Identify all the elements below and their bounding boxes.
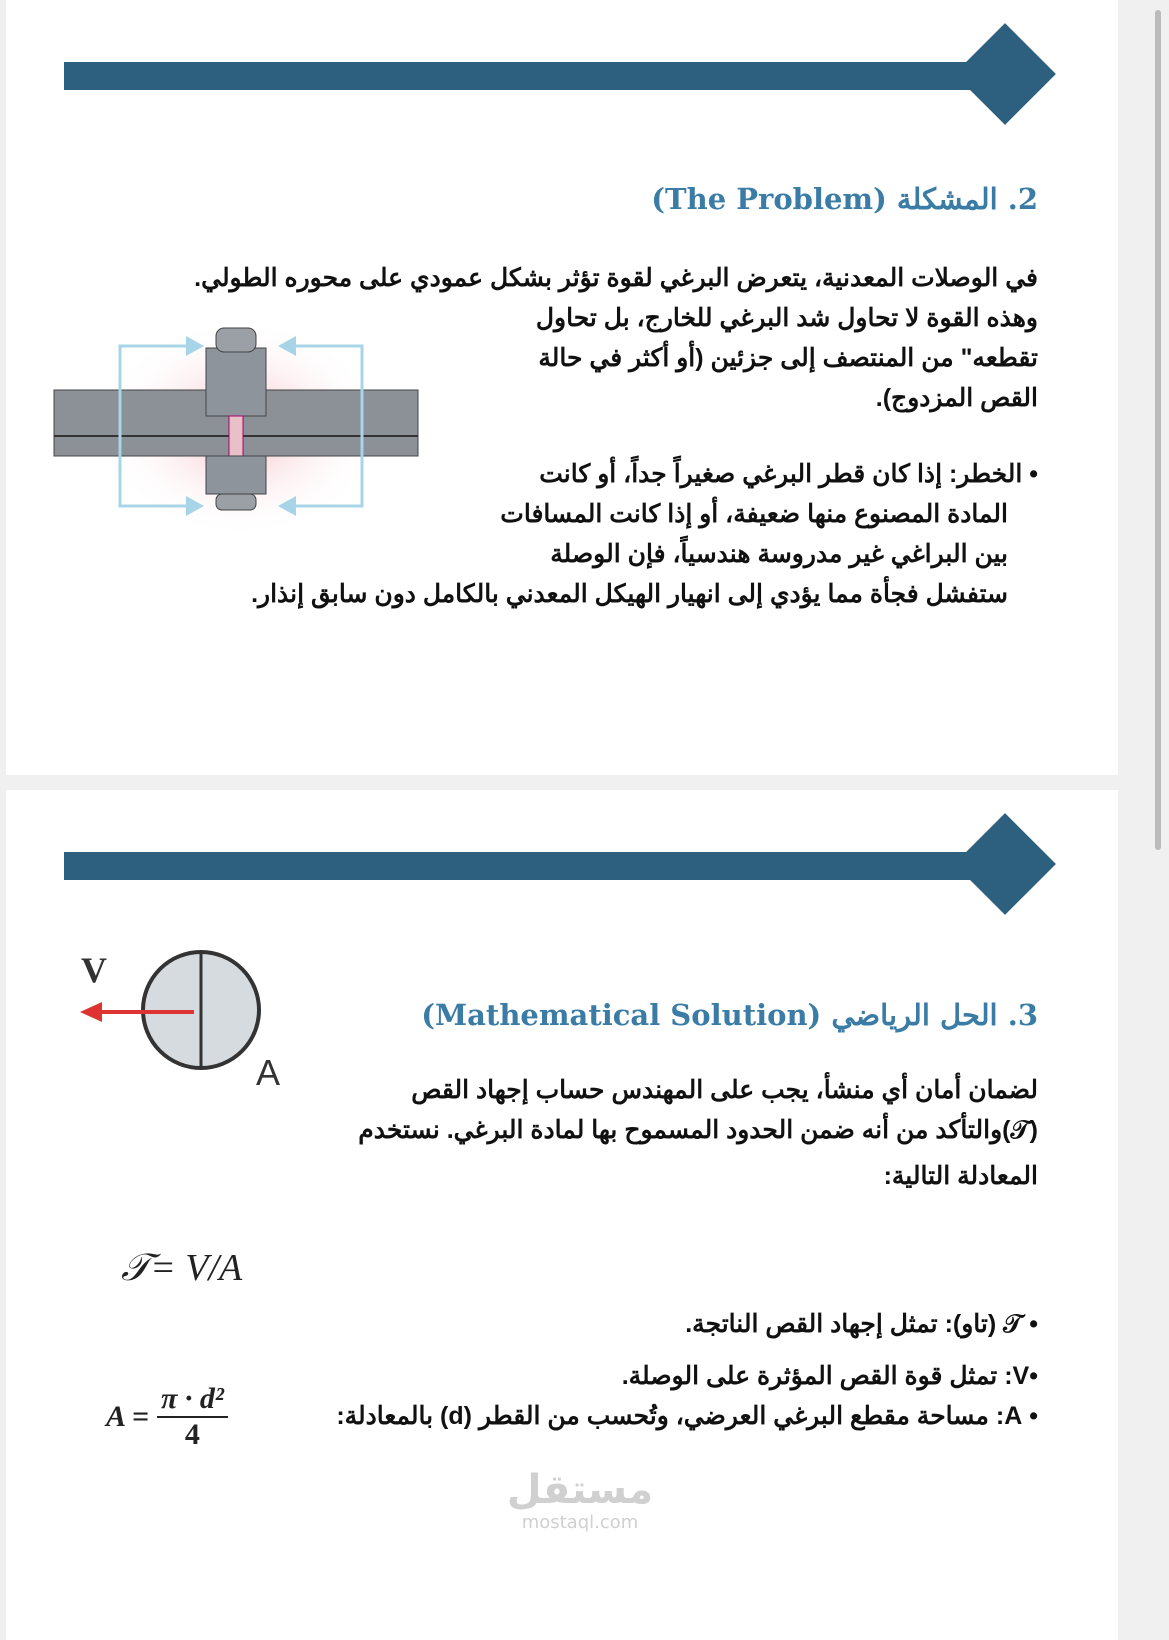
intro-line-3: المعادلة التالية: xyxy=(883,1162,1038,1190)
watermark-arabic: مستقل xyxy=(506,1467,654,1513)
area-formula-numerator: π · d² xyxy=(157,1382,228,1418)
bullet-v: •V: تمثل قوة القص المؤثرة على الوصلة. xyxy=(621,1362,1038,1390)
diamond-icon xyxy=(954,23,1056,125)
scrollbar[interactable] xyxy=(1155,10,1161,850)
problem-line-2: وهذه القوة لا تحاول شد البرغي للخارج، بل تحاول xyxy=(535,304,1038,332)
area-formula-denominator: 4 xyxy=(184,1418,200,1451)
danger-line-4: ستفشل فجأة مما يؤدي إلى انهيار الهيكل المعدني بالكامل دون سابق إنذار. xyxy=(251,580,1008,608)
force-label: V xyxy=(81,950,107,990)
bullet-tau: • 𝒯 (تاو): تمثل إجهاد القص الناتجة. xyxy=(685,1310,1038,1338)
problem-line-3: تقطعه" من المنتصف إلى جزئين (أو أكثر في حالة xyxy=(538,344,1038,372)
intro-line-2: (𝒯)والتأكد من أنه ضمن الحدود المسموح بها لمادة البرغي. نستخدم xyxy=(358,1116,1038,1144)
bolt-section-figure xyxy=(66,930,306,1100)
bolt-shear-illustration xyxy=(46,318,436,533)
danger-line-1: • الخطر: إذا كان قطر البرغي صغيراً جداً، أو كانت xyxy=(539,460,1038,488)
area-label: A xyxy=(256,1052,281,1093)
section-3-heading: 3. الحل الرياضي (Mathematical Solution) xyxy=(421,998,1038,1032)
problem-line-1: في الوصلات المعدنية، يتعرض البرغي لقوة تؤثر بشكل عمودي على محوره الطولي. xyxy=(194,264,1038,292)
shear-stress-equation: 𝒯= V/A xyxy=(121,1247,243,1289)
danger-line-3: بين البراغي غير مدروسة هندسياً، فإن الوصلة xyxy=(550,540,1008,568)
danger-line-2: المادة المصنوع منها ضعيفة، أو إذا كانت المسافات xyxy=(500,500,1008,528)
intro-line-1: لضمان أمان أي منشأ، يجب على المهندس حساب إجهاد القص xyxy=(411,1076,1038,1104)
section-banner xyxy=(64,818,1054,918)
area-formula xyxy=(106,1382,228,1452)
bullet-a: • A: مساحة مقطع البرغي العرضي، وتُحسب من القطر (d) بالمعادلة: xyxy=(336,1402,1038,1430)
area-formula-lhs: A = xyxy=(106,1400,149,1433)
watermark-latin: mostaql.com xyxy=(521,1512,639,1533)
diamond-icon xyxy=(954,813,1056,915)
section-banner xyxy=(64,28,1054,128)
watermark xyxy=(480,1468,680,1533)
section-2-heading: 2. المشكلة (The Problem) xyxy=(651,182,1038,216)
page-1 xyxy=(6,0,1118,775)
problem-line-4: القص المزدوج). xyxy=(875,384,1038,412)
